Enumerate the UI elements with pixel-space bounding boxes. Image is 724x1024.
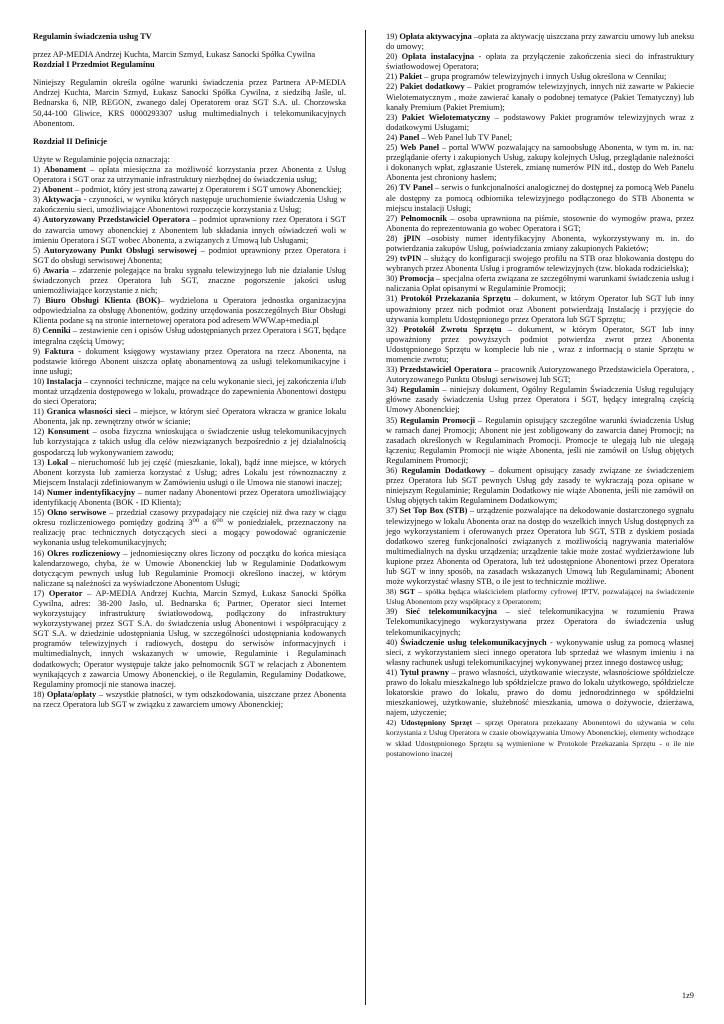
definition-term: Granica własności sieci [46, 407, 131, 417]
definition-text: – AP-MEDIA Andrzej Kuchta, Marcin Szmyd, Łukasz Sanocki Spółka Cywilna, adres: 38-200 Jasło, ul. Bednarska 6; Partner, Operator sieci Internet wykorzystujący infrastrukturę światłowodową, podłączony do infrastruktury wykorzystywanej przez SGT S.A. do świadczenia usług Abonentowi i współpracujący z SGT S.A. w dziedzinie udostępniania Usług, w szczególności udostępniania kodowanych programów telewizyjnych i radiowych, dostępu do serwisów informacyjnych i multimedialnych, innych wskazanych w umowie, Regulaminie i Regulaminach dodatkowych; Operator występuje także jako pełnomocnik SGT w relacjach z Abonentem wynikających z zawarcia Umowy Abonenckiej, o ile Regulamin, Regulaminy Dodatkowe, Regulaminy promocji nie stanowa inaczej. [33, 588, 347, 689]
definition-text: - dokument księgowy wystawiany przez Operatora na rzecz Abonenta, na podstawie którego Abonent uiszcza opłatę abonamentową za usługi telekomunikacyjne i inne usługi; [33, 346, 346, 376]
definition-item [33, 549, 346, 589]
definition-number: 31) [386, 294, 398, 304]
definition-number: 21) [386, 72, 398, 82]
definition-text: – sieć telekomunikacyjna w rozumieniu Prawa Telekomunikacyjnego wykorzystywana przez Operatora do świadczenia usług telekomunikacyjnych; [386, 607, 694, 637]
definition-number: 8) [33, 326, 40, 336]
definition-text: – czynności techniczne, mające na celu wykonanie sieci, jej zakończenia i/lub montaż urządzenia dostępowego w lokalu, prowadzące do zapewnienia Abonentowi dostępu do sieci Operatora; [33, 376, 346, 407]
definition-term: Pakiet [399, 72, 423, 82]
definition-number: 12) [33, 427, 45, 437]
definition-text: – zestawienie cen i opisów Usług udostępnianych przez Operatora i SGT, będące integralna częścią Umowy; [33, 326, 346, 346]
definition-item [386, 82, 694, 112]
definition-item [33, 296, 346, 326]
definition-term: Konsument [47, 427, 90, 437]
definition-text: – Pakiet programów telewizyjnych, innych niż zawarte w Pakiecie Wielotematycznym , może zawierać kanały o podobnej tematyce (Pakiet Tematyczny) lub kanały Premium (Pakiet Premium); [386, 82, 694, 112]
page-number: 1z9 [681, 991, 694, 1000]
definition-number: 15) [33, 508, 45, 518]
definition-number: 39) [386, 607, 398, 617]
definition-item [33, 508, 346, 548]
definition-text: – przedział czasowy przypadający nie częściej niż dwa razy w ciągu okresu rozliczeniowego pomiędzy godziną 3⁰⁰ a 6⁰⁰ w poniedziałek, przeznaczony na realizację prac technicznych dotyczących sieci a mogący powodować ograniczenie wykonania usług telekomunikacyjnych; [33, 508, 347, 548]
definition-term: Set Top Box (STB) [399, 506, 468, 516]
definition-term: Pełnomocnik [400, 213, 448, 223]
definition-term: SGT [399, 587, 415, 597]
definitions-intro: Użyte w Regulaminie pojęcia oznaczają: [33, 154, 170, 164]
definition-term: Opłata/opłaty [46, 689, 97, 699]
definition-number: 9) [33, 346, 40, 356]
definition-text: – wszystkie płatności, w tym odszkodowania, uiszczane przez Abonenta na rzecz Operatora lub SGT w związku z zawarciem umowy Abonenckiej; [33, 689, 347, 709]
definition-number: 11) [33, 407, 44, 417]
document-title: Regulamin świadczenia usług TV [33, 32, 152, 41]
definitions-list-right [386, 32, 694, 759]
definition-item [33, 246, 346, 266]
definition-text: – osoba uprawniona na piśmie, stosownie do wymogów prawa, przez Abonenta do reprezentowania go wobec Operatora i SGT; [386, 213, 694, 233]
definition-number: 13) [33, 457, 45, 467]
definitions-list-left [33, 165, 346, 710]
definition-text: – serwis o funkcjonalności analogicznej do dostępnej za pomocą Web Panelu ale dostępny za pomocą odbiornika telewizyjnego podłączonego do STB Abonenta w miejscu instalacji Usługi; [386, 183, 694, 213]
definition-item [33, 407, 346, 427]
definition-text: – jednomiesięczny okres liczony od początku do końca miesiąca kalendarzowego, chyba, że w Umowie Abonenckiej lub w Regulaminie Dodatkowym dotyczącym pewnych usług lub Regulaminie Promocji określono inaczej, w którym naliczane są należności za wyświadczone Abonentom Usługi; [33, 548, 346, 588]
definition-text: – grupa programów telewizyjnych i innych Usług określona w Cenniku; [422, 72, 667, 82]
definition-text: - wykonywanie usług za pomocą własnej sieci, z wykorzystaniem sieci innego operatora lub sprzedaż we własnym imieniu i na własny rachunek usługi telekomunikacyjnej wykonywanej przez innego dostawcę usług; [386, 637, 694, 667]
definition-item [33, 427, 346, 457]
definition-term: Autoryzowany Punkt Obsługi serwisowej [43, 245, 197, 255]
definition-term: Aktywacja [42, 195, 82, 205]
definition-text: – opłata miesięczna za możliwość korzystania przez Abonenta z Usług Operatora i SGT oraz za utrzymanie infrastruktury niezbędnej do świadczenia usług; [33, 164, 346, 185]
definition-number: 35) [386, 415, 398, 425]
definition-item [386, 294, 694, 324]
definition-item [386, 183, 694, 213]
definition-number: 20) [386, 52, 398, 62]
definition-text: – prawo własności, użytkowanie wieczyste, własnościowe spółdzielcze prawo do lokalu mieszkalnego lub spółdzielcze prawo do lokalu użytkowego, spółdzielcze lokatorskie prawo do lokalu, prawo do domu jednorodzinnego w spółdzielni mieszkaniowej, użytkowanie, służebność mieszkania, umowa o dożywocie, dzierżawa, najem, użyczenie; [386, 667, 695, 718]
definition-text: – portal WWW pozwalający na samoobsługę Abonenta, w tym m. in. na: przeglądanie oferty i zakupionych Usług, zakupy kolejnych Usług, przeglądanie należności i dokonanych wpłat, zgłaszanie Usterek, zmianę numerów PIN itd., dostęp do Web Panelu Abonenta jest chroniony hasłem; [386, 143, 695, 183]
definition-number: 22) [386, 82, 398, 92]
definition-item [386, 143, 694, 183]
definition-item [386, 365, 694, 385]
definition-text: – nieruchomość lub jej część (mieszkanie, lokal), bądź inne miejsce, w których Abonent korzysta lub zamierza korzystać z Usług; adres Lokalu jest równoznaczny z Miejscem Instalacji zdefiniowanym w Zamówieniu usługi o ile Umowa nie stanowi inaczej; [33, 457, 346, 487]
definition-term: Numer indentyfikacyjny [46, 487, 136, 497]
definition-term: Regulamin [400, 385, 440, 395]
definition-term: Protokół Przekazania Sprzętu [400, 294, 511, 304]
definition-item [33, 165, 346, 185]
definition-item [386, 254, 694, 274]
definition-item [386, 133, 694, 143]
definition-item [386, 214, 694, 234]
definition-item [386, 607, 694, 637]
definition-number: 19) [386, 32, 398, 41]
definition-item [33, 185, 346, 195]
definition-text: – zdarzenie polegające na braku sygnału telewizyjnego lub nie działanie Usług świadczonych przez Operatora lub SGT, znaczne pogorszenie jakości usług uniemożliwiające korzystanie z nich; [33, 265, 346, 296]
right-column [386, 32, 694, 759]
definition-term: Okno serwisowe [47, 508, 107, 518]
definition-number: 18) [33, 689, 45, 699]
definition-item [33, 458, 346, 488]
definition-number: 27) [386, 213, 398, 223]
definition-text: –opłata za aktywację uiszczana przy zawarciu umowy lub aneksu do umowy; [386, 32, 695, 52]
definition-term: Autoryzowany Przedstawiciel Operatora [42, 215, 190, 225]
definition-number: 1) [33, 164, 40, 174]
intro-paragraph: Niniejszy Regulamin określa ogólne warunki świadczenia przez Partnera AP-MEDIA Andrzej Kuchta, Marcin Szmyd, Łukasz Sanocki Spółka Cywilna, z siedzibą Jaśle, ul. Bednarska 6, NIP, REGON, zwanego dalej Operatorem oraz SGT S.A. ul. Chorzowska 50,44-100 Gliwice, KRS 0000293307 usług multimedialnych i telekomunikacyjnych Abonentom. [33, 78, 346, 128]
definition-text: – specjalna oferta związana ze szczegółnymi warunkami świadczenia usług i naliczania Opłat opisanymi w Regulaminie Promocji; [386, 274, 694, 294]
definition-term: Panel [399, 132, 420, 142]
definition-number: 5) [33, 245, 40, 255]
definition-term: Biuro Obsługi Klienta (BOK) [45, 296, 161, 306]
definition-text: – miejsce, w którym sieć Operatora wkracza w granice lokalu Abonenta, jak np. zewnętrzny otwór w ścianie; [33, 407, 347, 427]
definition-number: 23) [386, 112, 398, 122]
definition-text: - czynności, w wyniku których następuje uruchomienie świadczenia Usług w zakończeniu sieci, umożliwiające Abonentowi rozpoczęcie korzystania z Usług; [33, 195, 347, 215]
definition-item [386, 72, 694, 82]
definition-term: Awaria [43, 265, 69, 275]
chapter-2-heading: Rozdział II Definicje [33, 136, 107, 146]
definition-number: 37) [386, 506, 398, 516]
definition-number: 34) [386, 385, 398, 395]
definition-item [33, 589, 346, 690]
definition-term: Regulamin Dodatkowy [401, 466, 486, 476]
definition-text: – dokument opisujący zasady związane ze świadczeniem przez Operatora lub SGT pewnych Usług gdy zasady te wykraczają poza opisane w niniejszym Regulaminie; Regulamin Dodatkowy nie wiąże Abonenta, jeśli nie zamówił on Usług objętych takim Regulaminem Dodatkowym; [386, 466, 694, 506]
definition-text: – urządzenie pozwalające na dekodowanie dostarczonego sygnału telewizyjnego w lokalu Abonenta oraz na dostęp do wszelkich innych Usług dostępnych za jego wykorzystaniem i oferowanych przez Operatora lub SGT, STB z dyskiem posiada dodatkowo szereg funkcjonalności związanych z możliwością nagrywania materiałów multimedialnych na dysku urządzenia; urządzenie takie może zostać wydzierżawione lub kupione przez Abonenta od Operatora, lub też udostępnione Abonentowi przez Operatora lub SGT w inny sposób, na zasadach wskazanych Umową lub Regulaminami; Abonent może wykorzystać własny STB, o ile jest to technicznie możliwe. [386, 506, 694, 587]
definition-item [386, 113, 694, 133]
definition-item [386, 325, 694, 365]
definition-term: Sieć telekomunikacyjna [405, 607, 497, 617]
definition-text: –osobisty numer identyfikacyjny Abonenta, wykorzystywany m. in. do potwierdzania zakupów Usług, poświadczania zmiany zakupionych Pakietów; [386, 233, 694, 253]
definition-number: 41) [386, 667, 398, 677]
definition-text: – pracownik Autoryzowanego Przedstawiciela Operatora, , Autoryzowanego Punktu Obsługi serwisowej lub SGT; [386, 365, 695, 385]
definition-item [386, 718, 694, 758]
definition-item [33, 690, 346, 710]
definition-item [386, 52, 694, 72]
definition-term: Operator [48, 588, 83, 598]
definition-item [386, 234, 694, 254]
definition-text: – podstawowy Pakiet programów telewizyjnych wraz z dodatkowymi Usługami; [386, 112, 694, 132]
definition-term: Udostępniony Sprzęt [400, 718, 472, 728]
definition-number: 4) [33, 215, 40, 225]
definition-number: 16) [33, 548, 45, 558]
definition-term: Pakiet Wielotematyczny [401, 112, 491, 122]
definition-item [386, 416, 694, 466]
definition-number: 26) [386, 183, 398, 193]
definition-term: Okres rozliczeniowy [47, 548, 121, 558]
definition-item [33, 488, 346, 508]
definition-number: 40) [386, 637, 398, 647]
chapter-1-heading: Rozdział I Przedmiot Regulaminu [33, 60, 155, 70]
definition-term: Tytuł prawny [399, 667, 449, 677]
definition-term: Instalacja [46, 376, 82, 386]
definition-number: 33) [386, 365, 398, 375]
definition-number: 25) [386, 143, 398, 153]
definition-number: 30) [386, 274, 398, 284]
left-column [33, 32, 346, 710]
definition-term: Przedstawiciel Operatora [399, 365, 492, 375]
definition-item [386, 506, 694, 587]
definition-item [386, 668, 694, 718]
definition-number: 32) [386, 324, 398, 334]
definition-term: Web Panel [399, 143, 440, 153]
definition-text: – służący do konfiguracji swojego profilu na STB oraz blokowania dostępu do wybranych przez Abonenta Usług i programów telewizyjnych (tzw. blokada rodzicielska); [386, 254, 694, 274]
definition-number: 17) [33, 588, 45, 598]
definition-item [33, 266, 346, 296]
definition-number: 14) [33, 487, 45, 497]
definition-number: 2) [33, 185, 40, 195]
definition-item [33, 195, 346, 215]
definition-text: – podmiot uprawniony przez Operatora i SGT do obsługi serwisowej Abonenta; [33, 245, 347, 265]
definition-term: Opłata instalacyjna [401, 52, 475, 62]
definition-item [386, 385, 694, 415]
definition-text: – dokument, w którym Operator lub SGT lub inny upoważniony przez nich podmiot oraz Abonent potwierdzają Instalację i przyjęcie do używania kompletu Udostępnionego przez Operatora lub SGT Sprzętu; [386, 294, 695, 324]
definition-term: Faktura [44, 346, 74, 356]
definition-number: 29) [386, 254, 398, 264]
definition-item [33, 215, 346, 245]
definition-text: – podmiot, który jest stroną zawartej z Operatorem i SGT umowy Abonenckiej; [72, 185, 342, 195]
definition-text: – wydzielona u Operatora jednostka organizacyjna odpowiedzialna za obsługę Abonentów, godziny urzędowania poszczególnych Biur Obsługi Klienta podane są na stronie internetowej operatora pod adresem WWW.ap+media.pl [33, 296, 346, 326]
definition-term: Protokół Zwrotu Sprzętu [403, 324, 502, 334]
definition-item [33, 377, 346, 407]
definition-text: – spółka będąca właścicielem platformy cyfrowej IPTV, pozwalającej na świadczenie Usług Abonentom przy współpracy z Operatorem; [386, 587, 694, 607]
definition-number: 10) [33, 376, 45, 386]
definition-term: Regulamin Promocji [400, 415, 476, 425]
definition-number: 36) [386, 466, 398, 476]
definition-term: Pakiet dodatkowy [399, 82, 465, 92]
definition-term: TV Panel [399, 183, 433, 193]
definition-number: 3) [33, 195, 40, 205]
definition-item [386, 274, 694, 294]
definition-text: – podmiot uprawniony rzez Operatora i SGT do zawarcia umowy abonenckiej z Abonentem lub składania innych oświadczeń woli w imieniu Operatora i SGT wobec Abonenta, a związanych z Umową lub Usługami; [33, 215, 347, 245]
definition-number: 6) [33, 265, 40, 275]
definition-item [386, 587, 694, 607]
definition-term: Abonent [42, 185, 73, 195]
definition-text: – dokument, w którym Operator, SGT lub inny upoważniony przez powyższych podmiot potwierdza zwrot przez Abonenta Udostępnionego Sprzętu w komplecie lub nie , wraz z informacją o stanie Sprzętu w momencie zwrotu; [386, 324, 695, 364]
definition-number: 38) [386, 587, 397, 597]
definition-text: – numer nadany Abonentowi przez Operatora umożliwiający identyfikację Abonenta (BOK - ID Klienta); [33, 487, 346, 508]
definition-term: Cenniki [42, 326, 71, 336]
definition-text: – niniejszy dokument, Ogólny Regulamin Świadczenia Usług regulujący główne zasady świadczenia Usług przez Operatora i SGT, będący integralną częścią Umowy Abonenckiej; [386, 385, 694, 415]
definition-item [33, 347, 346, 377]
definition-number: 24) [386, 132, 398, 142]
by-line: przez AP-MEDIA Andrzej Kuchta, Marcin Szmyd, Łukasz Sanocki Spółka Cywilna [33, 50, 316, 60]
definition-item [386, 638, 694, 668]
definition-term: tvPIN [399, 254, 422, 264]
definition-item [386, 466, 694, 506]
column-divider [365, 30, 366, 1005]
definition-text: – Web Panel lub TV Panel; [419, 132, 513, 142]
definition-number: 42) [386, 718, 397, 728]
definition-text: – osoba fizyczna wnioskująca o świadczenie usług telekomunikacyjnych lub korzystająca z takich usług dla celów niezwiązanych bezpośrednio z jej działalnością gospodarczą lub wykonywaniem zawodu; [33, 427, 347, 457]
definition-item [33, 326, 346, 346]
definition-item [386, 32, 694, 52]
definition-term: Promocja [399, 274, 435, 284]
definition-text: – sprzęt Operatora przekazany Abonentowi do używania w celu korzystania z Usług Operatora w czasie obowiązywania Umowy Abonenckiej, elementy wchodzące w skład Udostępnionego Sprzętu są wymienione w Protokole Przekazania Sprzętu - o ile nie postanowiono inaczej [386, 718, 694, 758]
definition-number: 28) [386, 233, 398, 243]
definition-term: Abonament [44, 164, 87, 174]
definition-term: Lokal [47, 457, 69, 467]
definition-number: 7) [33, 296, 40, 306]
definition-text: - opłata za przyłączenie zakończenia sieci do infrastruktury światłowodowej Operatora; [386, 52, 695, 72]
definition-term: jPIN [403, 233, 421, 243]
definition-term: Opłata aktywacyjna [399, 32, 472, 41]
definition-text: – Regulamin opisujący szczególne warunki świadczenia Usług w ramach danej Promocji; Abonent nie jest zobligowany do zawarcia danej Promocji; na zasadach określonych w Regulaminach Promocji. Promocje te ulegają lub nie ulegają łączeniu; Regulamin Promocji nie wiąże Abonenta, jeśli nie zamówił on Usług objętych Regulaminem Promocji; [386, 415, 694, 465]
definition-term: Świadczenie usług telekomunikacyjnych [400, 637, 547, 647]
